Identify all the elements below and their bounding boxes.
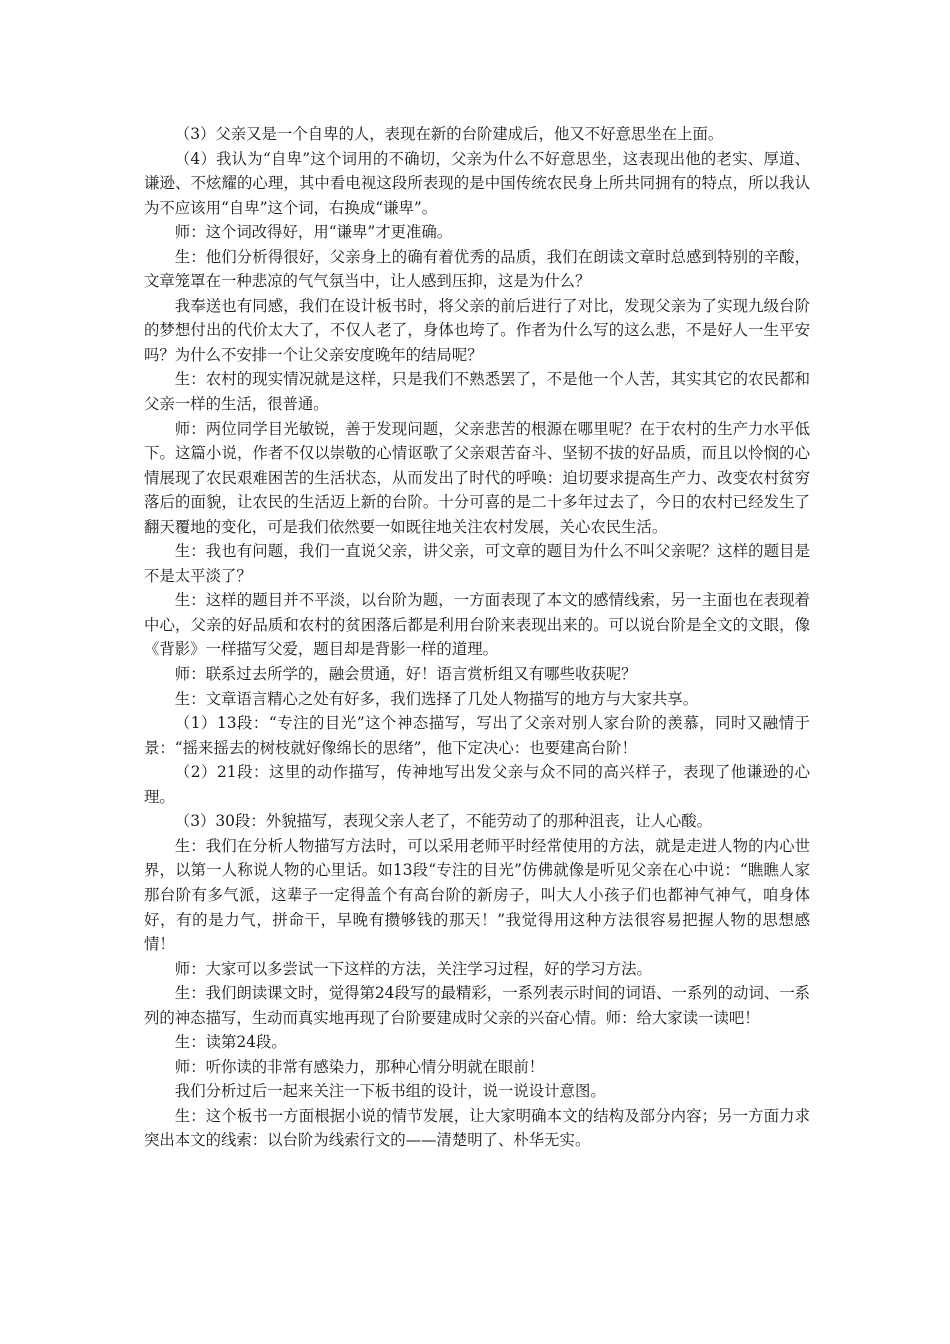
paragraph-3: 师：这个词改得好，用“谦卑”才更准确。 <box>174 223 453 242</box>
paragraph-17: 生：我们朗读课文时，觉得第24段写的最精彩，一系列表示时间的词语、一系列的动词、一系列的神态描写，生动而真实地再现了台阶要建成时父亲的兴奋心情。师：给大家读一读吧！ <box>144 984 811 1027</box>
paragraph-21: 生：这个板书一方面根据小说的情节发展，让大家明确本文的结构及部分内容；另一方面力求突出本文的线索：以台阶为线索行文的——清楚明了、朴华无实。 <box>144 1106 810 1150</box>
paragraph-18: 生：读第24段。 <box>174 1033 287 1052</box>
paragraph-19: 师：听你读的非常有感染力，那种心情分明就在眼前！ <box>174 1057 545 1076</box>
paragraph-9: 生：这样的题目并不平淡，以台阶为题，一方面表现了本文的感情线索，另一主面也在表现着中心，父亲的好品质和农村的贫困落后都是利用台阶来表现出来的。可以说台阶是全文的文眼，像《背影》一样描写父爱，题目却是背影一样的道理。 <box>144 591 810 659</box>
paragraph-16: 师：大家可以多尝试一下这样的方法，关注学习过程，好的学习方法。 <box>174 959 652 978</box>
paragraph-4: 生：他们分析得很好，父亲身上的确有着优秀的品质，我们在朗读文章时总感到特别的辛酸，文章笼罩在一种悲凉的气气氛当中，让人感到压抑，这是为什么？ <box>144 247 810 291</box>
paragraph-7: 师：两位同学目光敏锐，善于发现问题，父亲悲苦的根源在哪里呢？在于农村的生产力水平低下。这篇小说，作者不仅以崇敬的心情讴歌了父亲艰苦奋斗、坚韧不拔的好品质，而且以怜悯的心情展现了农民艰难困苦的生活状态，从而发出了时代的呼唤：迫切要求提高生产力、改变农村贫穷落后的面貌，让农民的生活迈上新的台阶。十分可喜的是二十多年过去了，今日的农村已经发生了翻天覆地的变化，可是我们依然要一如既往地关注农村发展，关心农民生活。 <box>144 419 810 536</box>
paragraph-15: 生：我们在分析人物描写方法时，可以采用老师平时经常使用的方法，就是走进人物的内心世界，以第一人称说人物的心里话。如13段“专注的目光”仿佛就像是听见父亲在心中说：“瞧瞧人家那台阶有多气派，这辈子一定得盖个有高台阶的新房子，叫大人小孩子们也都神气神气，咱身体好，有的是力气，拼命干，早晚有攒够钱的那天！”我觉得用这种方法很容易把握人物的思想感情！ <box>144 836 810 954</box>
paragraph-12: （1）13段：“专注的目光”这个神态描写，写出了父亲对别人家台阶的羡慕，同时又融情于景：“摇来摇去的树枝就好像绵长的思绪”，他下定决心：也要建高台阶！ <box>144 714 810 757</box>
paragraph-5: 我奉送也有同感，我们在设计板书时，将父亲的前后进行了对比，发现父亲为了实现九级台阶的梦想付出的代价太大了，不仅人老了，身体也垮了。作者为什么写的这么悲，不是好人一生平安吗？为什么不安排一个让父亲安度晚年的结局呢？ <box>144 296 810 364</box>
paragraph-14: （3）30段：外貌描写，表现父亲人老了，不能劳动了的那种沮丧，让人心酸。 <box>174 812 713 831</box>
paragraph-11: 生：文章语言精心之处有好多，我们选择了几处人物描写的地方与大家共享。 <box>174 689 699 708</box>
document-body <box>144 122 810 1153</box>
paragraph-10: 师：联系过去所学的，融会贯通，好！语言赏析组又有哪些收获呢？ <box>174 665 637 684</box>
paragraph-6: 生：农村的现实情况就是这样，只是我们不熟悉罢了，不是他一个人苦，其实其它的农民都和父亲一样的生活，很普通。 <box>144 370 810 414</box>
paragraph-1: （3）父亲又是一个自卑的人，表现在新的台阶建成后，他又不好意思坐在上面。 <box>174 125 724 143</box>
paragraph-13: （2）21段：这里的动作描写，传神地写出发父亲与众不同的高兴样子，表现了他谦逊的心理。 <box>144 763 810 806</box>
paragraph-20: 我们分析过后一起来关注一下板书组的设计，说一说设计意图。 <box>174 1082 606 1101</box>
paragraph-8: 生：我也有问题，我们一直说父亲，讲父亲，可文章的题目为什么不叫父亲呢？这样的题目是不是太平淡了？ <box>144 542 810 585</box>
paragraph-2: （4）我认为“自卑”这个词用的不确切，父亲为什么不好意思坐，这表现出他的老实、厚道、谦逊、不炫耀的心理，其中看电视这段所表现的是中国传统农民身上所共同拥有的特点，所以我认为不应该用“自卑”这个词，右换成“谦卑”。 <box>144 149 810 217</box>
